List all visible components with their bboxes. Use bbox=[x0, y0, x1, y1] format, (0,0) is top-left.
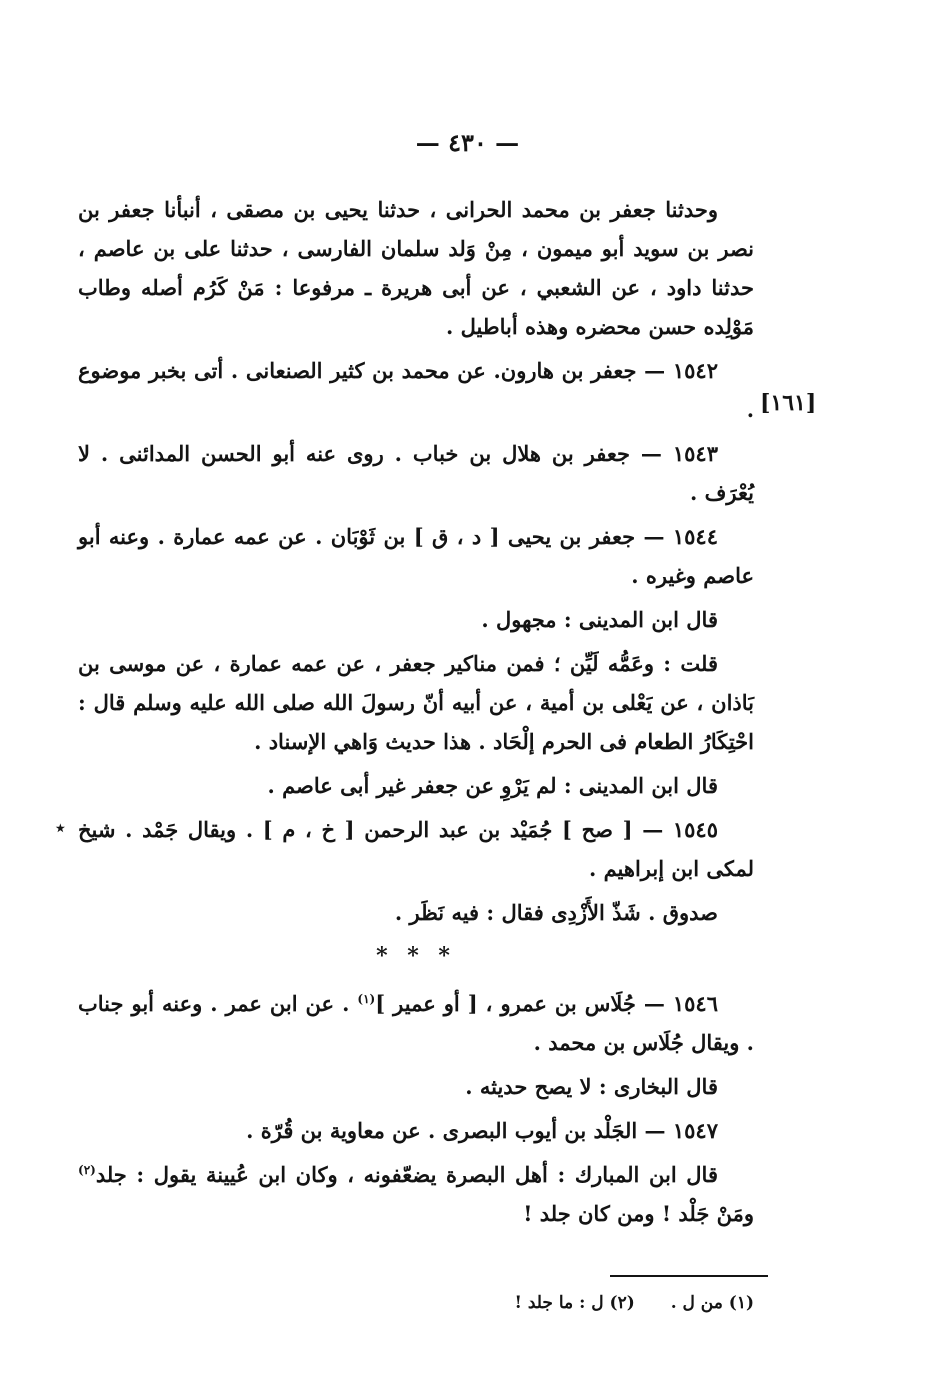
footnote-2: (٢) ل : ما جلد ! bbox=[514, 1293, 635, 1313]
entry-1546-text: ١٥٤٦ — جُلَاس بن عمرو ، [ أو عمير ] bbox=[375, 991, 718, 1016]
margin-mark: ٭ bbox=[56, 818, 65, 837]
page-body bbox=[78, 190, 754, 1238]
margin-reference: [١٦١] bbox=[760, 390, 817, 416]
entry-1545: ١٥٤٥ — [ صح ] جُمَيْد بن عبد الرحمن [ خ ، م ] . ويقال جَمْد . شيخ لمكى ابن إبراهيم . bbox=[78, 817, 754, 881]
paragraph: قال ابن المدينى : مجهول . bbox=[481, 607, 718, 632]
entry-1542: ١٥٤٢ — جعفر بن هارون. عن محمد بن كثير الصنعانى . أتى بخبر موضوع . bbox=[78, 358, 754, 422]
paragraph: قلت : وعَمُّه لَيِّن ؛ فمن مناكير جعفر ، عن عمه عمارة ، عن موسى بن بَاذان ، عن يَعْلى بن أمية ، عن أبيه أنّ رسولَ الله صلى الله عليه وسلم قال : احْتِكَارُ الطعام فى الحرم إلْحَاد . هذا حديث وَاهي الإسناد . bbox=[78, 651, 754, 754]
footnote-1: (١) من ل . bbox=[670, 1293, 754, 1313]
footnote-divider bbox=[610, 1275, 768, 1277]
paragraph: صدوق . شَذّ الأَزْدِى فقال : فيه نَظَر . bbox=[394, 900, 718, 925]
paragraph: قال ابن المدينى : لم يَرْوِ عن جعفر غير أبى عاصم . bbox=[267, 773, 718, 798]
section-separator: * * * bbox=[376, 943, 456, 969]
entry-1546-text-cont: . عن ابن عمر . وعنه أبو جناب . ويقال جُلَاس بن محمد . bbox=[78, 991, 754, 1055]
footnotes bbox=[400, 1288, 754, 1318]
paragraph-text-cont: ومَنْ جَلْد ! ومن كان جلد ! bbox=[523, 1201, 754, 1226]
entry-1544: ١٥٤٤ — جعفر بن يحيى [ د ، ق ] بن ثَوْبَان . عن عمه عمارة . وعنه أبو عاصم وغيره . bbox=[78, 524, 754, 588]
paragraph bbox=[78, 1155, 754, 1233]
footnote-ref-1: (١) bbox=[357, 992, 376, 1006]
paragraph: وحدثنا جعفر بن محمد الحرانى ، حدثنا يحيى بن مصقى ، أنبأنا جعفر بن نصر بن سويد أبو ميمون ، مِنْ وَلد سلمان الفارسى ، حدثنا على بن عاصم ، حدثنا داود ، عن الشعبي ، عن أبى هريرة ـ مرفوعا : مَنْ كَرُم أصله وطاب مَوْلِده حسن محضره وهذه أباطيل . bbox=[78, 197, 754, 339]
paragraph: قال البخارى : لا يصح حديثه . bbox=[465, 1074, 718, 1099]
entry-1546 bbox=[78, 984, 754, 1062]
paragraph-text: قال ابن المبارك : أهل البصرة يضعّفونه ، وكان ابن عُيينة يقول : جلد bbox=[95, 1162, 718, 1187]
footnote-ref-2: (٢) bbox=[78, 1163, 96, 1177]
page-number: — ٤٣٠ — bbox=[415, 128, 520, 157]
entry-1543: ١٥٤٣ — جعفر بن هلال بن خباب . روى عنه أبو الحسن المدائنى . لا يُعْرَف . bbox=[78, 441, 754, 505]
entry-1547: ١٥٤٧ — الجَلْد بن أيوب البصرى . عن معاوية بن قُرّة . bbox=[246, 1118, 718, 1143]
